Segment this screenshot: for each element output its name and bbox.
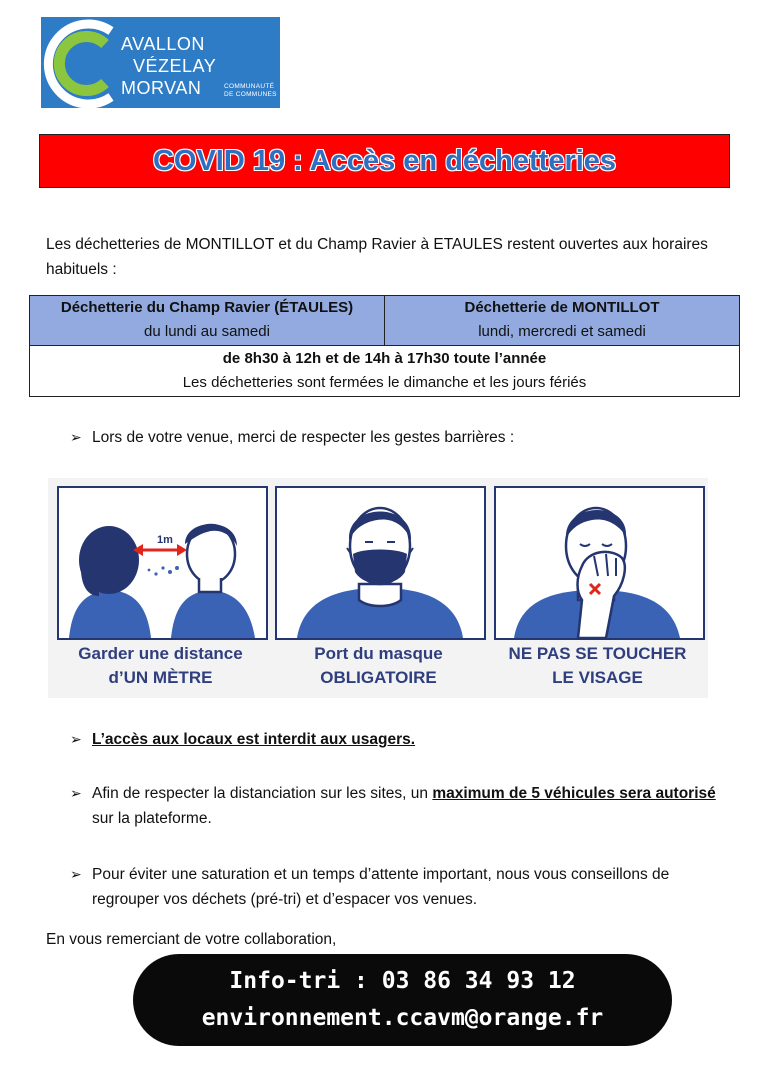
montillot-days: lundi, mercredi et samedi — [478, 323, 646, 340]
distance-panel — [57, 486, 268, 640]
title-banner — [39, 134, 730, 188]
bullet-access-text: L’accès aux locaux est interdit aux usagers. — [92, 731, 416, 748]
arrow-bullet-icon: ➢ — [70, 866, 82, 882]
distance-label: 1m — [157, 534, 173, 546]
logo-communaute: COMMUNAUTÉ DE COMMUNES — [224, 83, 277, 98]
distance-icon — [59, 488, 266, 638]
schedule-hours: de 8h30 à 12h et de 14h à 17h30 toute l’année — [222, 350, 547, 367]
bullet-saturation — [70, 862, 732, 912]
distance-caption: Garder une distance d’UN MÈTRE — [78, 644, 243, 687]
etaules-title: Déchetterie du Champ Ravier (ÉTAULES) — [60, 299, 354, 316]
bullet-gestes — [70, 425, 732, 450]
schedule-hours-row — [30, 346, 739, 396]
bullet-vehicles-before: Afin de respecter la distanciation sur les sites, un — [92, 785, 433, 802]
bullet-access — [70, 727, 732, 752]
mask-caption: Port du masque OBLIGATOIRE — [314, 644, 443, 687]
thanks-text: En vous remerciant de votre collaboration, — [46, 931, 337, 948]
montillot-title: Déchetterie de MONTILLOT — [464, 299, 660, 316]
logo-line-avallon: AVALLON — [121, 34, 205, 54]
logo-line-morvan: MORVAN — [121, 78, 202, 98]
schedule-col-montillot — [384, 296, 739, 345]
arrow-bullet-icon: ➢ — [70, 429, 82, 445]
contact-phone: Info-tri : 03 86 34 93 12 — [229, 968, 576, 994]
page-title: COVID 19 : Accès en déchetteries — [152, 144, 617, 177]
mask-panel — [275, 486, 486, 640]
bullet-saturation-text: Pour éviter une saturation et un temps d’attente important, nous vous conseillons de regrouper vos déchets (pré-tri) et d’espacer vos venues. — [92, 866, 670, 908]
contact-pill — [133, 954, 672, 1046]
ccavm-logo — [41, 17, 280, 108]
no-face-touch-panel — [494, 486, 705, 640]
intro-text: Les déchetteries de MONTILLOT et du Champ Ravier à ETAULES restent ouvertes aux horaires habituels : — [46, 236, 708, 278]
bullet-vehicles-bold: maximum de 5 véhicules sera autorisé — [432, 785, 716, 802]
schedule-header-row — [30, 296, 739, 346]
arrow-bullet-icon: ➢ — [70, 785, 82, 801]
logo-line-vezelay: VÉZELAY — [133, 56, 217, 76]
bullet-vehicles — [70, 781, 732, 831]
bullet-gestes-text: Lors de votre venue, merci de respecter les gestes barrières : — [92, 429, 515, 446]
schedule-closed: Les déchetteries sont fermées le dimanche et les jours fériés — [182, 374, 587, 391]
no-face-touch-icon — [496, 488, 703, 638]
contact-email: environnement.ccavm@orange.fr — [201, 1005, 604, 1031]
arrow-bullet-icon: ➢ — [70, 731, 82, 747]
no-face-touch-caption: NE PAS SE TOUCHER LE VISAGE — [508, 644, 687, 687]
bullet-vehicles-after: sur la plateforme. — [92, 810, 212, 827]
etaules-days: du lundi au samedi — [144, 323, 270, 340]
schedule-col-etaules — [30, 296, 384, 345]
barrier-gestures-pictograms — [48, 478, 708, 698]
schedule-table — [29, 295, 740, 397]
mask-icon — [277, 488, 484, 638]
